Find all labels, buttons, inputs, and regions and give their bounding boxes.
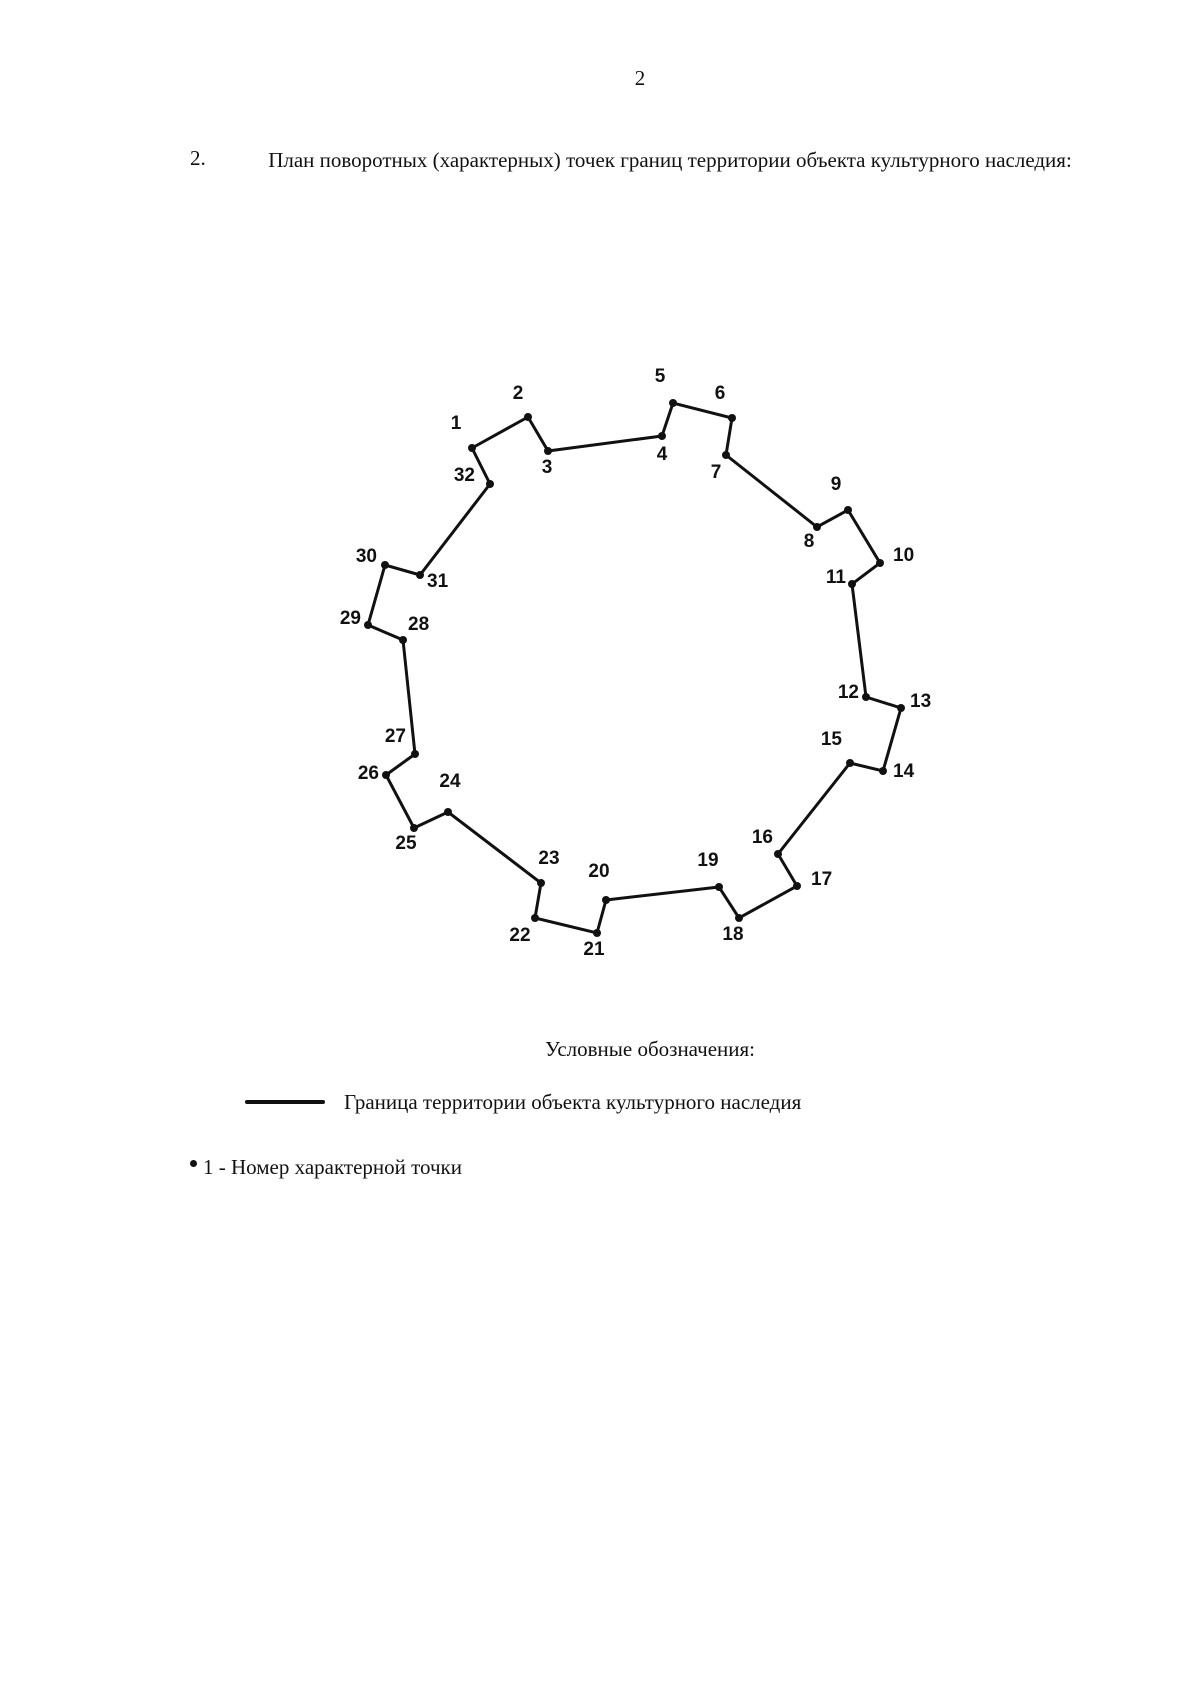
vertex-point-23 [537,879,545,887]
vertex-point-5 [669,399,677,407]
legend-boundary-swatch [245,1100,325,1104]
vertex-point-19 [715,883,723,891]
legend-title: Условные обозначения: [544,1037,756,1061]
vertex-point-25 [410,824,418,832]
legend-point-row [190,1155,462,1180]
vertex-label-2: 2 [512,383,524,404]
vertex-point-18 [735,914,743,922]
vertex-point-31 [416,571,424,579]
vertex-point-30 [381,561,389,569]
vertex-label-22: 22 [509,925,531,946]
vertex-point-29 [364,621,372,629]
vertex-label-29: 29 [339,608,361,629]
vertex-label-11: 11 [825,567,846,588]
vertex-label-3: 3 [541,457,553,478]
vertex-point-10 [876,559,884,567]
vertex-point-27 [411,750,419,758]
vertex-label-10: 10 [893,545,915,566]
vertex-point-12 [862,693,870,701]
vertex-point-14 [879,767,887,775]
vertex-label-18: 18 [722,924,744,945]
vertex-label-13: 13 [910,691,932,712]
vertex-point-28 [399,636,407,644]
vertex-point-2 [524,413,532,421]
vertex-point-22 [531,914,539,922]
legend-point-label: 1 - Номер характерной точки [203,1155,462,1179]
vertex-label-26: 26 [357,763,379,784]
vertex-point-3 [544,447,552,455]
vertex-label-group [340,366,931,960]
vertex-point-1 [468,444,476,452]
vertex-label-24: 24 [439,771,461,792]
vertex-point-17 [793,882,801,890]
vertex-label-21: 21 [583,939,605,960]
section-heading: План поворотных (характерных) точек границ территории объекта культурного наследия: [268,148,1072,172]
vertex-point-21 [593,929,601,937]
vertex-label-31: 31 [427,571,449,592]
section-number: 2. [190,146,206,170]
vertex-label-28: 28 [408,614,430,635]
vertex-point-4 [658,432,666,440]
vertex-label-9: 9 [830,474,842,495]
legend-boundary-label: Граница территории объекта культурного наследия [344,1090,802,1114]
vertex-point-24 [444,808,452,816]
legend-point-dot [190,1160,197,1167]
vertex-label-6: 6 [714,383,726,404]
vertex-label-5: 5 [654,366,666,387]
page-number: 2 [634,66,646,90]
vertex-label-1: 1 [450,413,462,434]
vertex-label-25: 25 [395,833,417,854]
vertex-point-15 [846,759,854,767]
vertex-label-30: 30 [355,546,377,567]
vertex-point-16 [774,850,782,858]
vertex-label-23: 23 [538,848,560,869]
vertex-point-26 [382,771,390,779]
vertex-point-6 [728,414,736,422]
vertex-label-14: 14 [893,761,915,782]
vertex-point-11 [848,580,856,588]
boundary-line [368,403,901,933]
vertex-label-16: 16 [751,827,773,848]
vertex-label-15: 15 [820,729,842,750]
vertex-label-27: 27 [384,726,406,747]
vertex-label-17: 17 [811,869,833,890]
vertex-label-20: 20 [588,861,610,882]
vertex-label-32: 32 [453,465,475,486]
vertex-point-7 [722,451,730,459]
vertex-point-9 [844,506,852,514]
vertex-label-8: 8 [803,531,815,552]
vertex-label-4: 4 [656,444,668,465]
vertex-point-8 [813,523,821,531]
vertex-label-19: 19 [697,850,719,871]
vertex-point-13 [897,704,905,712]
vertex-point-32 [486,480,494,488]
vertex-label-12: 12 [837,682,859,703]
vertex-group [364,399,905,937]
vertex-point-20 [602,896,610,904]
vertex-label-7: 7 [710,462,722,483]
